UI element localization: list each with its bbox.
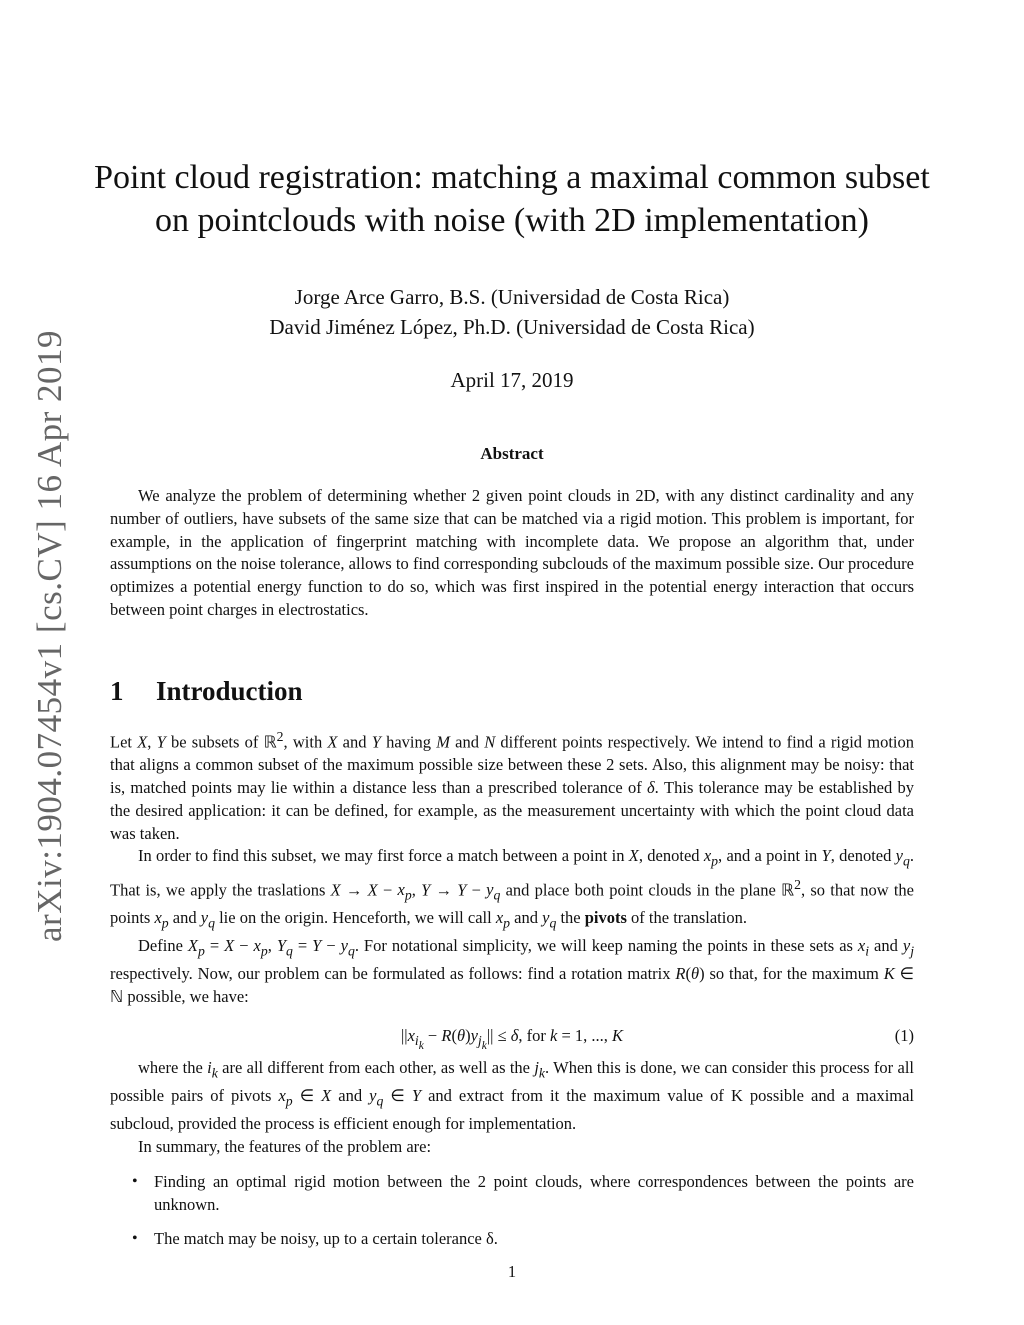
list-item [110,1171,914,1217]
paper-date: April 17, 2019 [450,368,574,392]
author-2: David Jiménez López, Ph.D. (Universidad de Costa Rica) [269,315,755,339]
equation-number: (1) [894,1025,914,1045]
paragraph-3: Define $X_p = X - x_p$, $Y_q = Y - y_q$. For notational simplicity, we will keep naming the points in these sets as $x_i$ and $y_j$ respectively. Now, our problem can be formulated as follows: find a rotation matrix R(θ) so that, for the maximum K ∈ ℕ possible, we have: [110,936,915,1007]
abstract-body [110,485,914,622]
title-line-2: on pointclouds with noise (with 2D implementation) [155,202,869,239]
page-number: 1 [507,1262,517,1281]
paragraph-5: In summary, the features of the problem are: [138,1136,432,1156]
arxiv-identifier[interactable]: arXiv:1904.07454v1 [cs.CV] 16 Apr 2019 [30,329,69,942]
equation-1 [110,1015,914,1053]
author-list [60,282,964,342]
list-item-text: Finding an optimal rigid motion between the 2 point clouds, where correspondences between the points are unknown. [154,1171,914,1214]
paper-title [60,156,964,242]
equation-expression: $||x_{i_k} - R(\theta)y_{j_k}|| \le \delta$, for k = 1, ..., K [400,1025,624,1052]
title-line-1: Point cloud registration: matching a maximal common subset [94,159,930,196]
feature-list [110,1171,914,1251]
abstract-heading: Abstract [480,444,544,463]
list-item [110,1228,914,1251]
paragraph-4: where the $i_k$ are all different from each other, as well as the $j_k$. When this is done, we can consider this process for all possible pairs of pivots $x_p$ ∈ X and $y_q$ ∈ Y and extract from it the maximum value of K possible and a maximal subcloud, provided the process is efficient enough for implementation. [110,1057,915,1134]
introduction-body [110,726,914,1263]
author-1: Jorge Arce Garro, B.S. (Universidad de Costa Rica) [294,285,730,309]
paragraph-1: Let X, Y be subsets of ℝ$^2$, with X and Y having M and N different points respectively. We intend to find a rigid motion that aligns a common subset of the maximum possible size between these 2 sets. Also, this alignment may be noisy: that is, matched points may lie within a distance less than a prescribed tolerance of δ. This tolerance may be established by the desired application: it can be defined, for example, as the measurement uncertainty with which the point cloud data was taken. [110,729,914,843]
bullet-icon: • [132,1230,138,1248]
paragraph-2: In order to find this subset, we may first force a match between a point in X, denoted $x_p$, and a point in Y, denoted $y_q$. That is, we apply the traslations $X \to X - x_p$, $Y \to Y - y_q$ and place both point clouds in the plane ℝ$^2$, so that now the points $x_p$ and $y_q$ lie on the origin. Henceforth, we will call $x_p$ and $y_q$ the pivots of the translation. [110,846,915,931]
section-heading [110,676,303,707]
list-item-text: The match may be noisy, up to a certain tolerance δ. [154,1229,498,1249]
section-title: Introduction [156,676,303,706]
bullet-icon: • [132,1172,138,1190]
section-number: 1 [110,676,124,706]
abstract-text: We analyze the problem of determining whether 2 given point clouds in 2D, with any distinct cardinality and any number of outliers, have subsets of the same size that can be matched via a rigid motion. This problem is important, for example, in the application of fingerprint matching with incomplete data. We propose an algorithm that, under assumptions on the noise tolerance, allows to find corresponding subclouds of the maximum possible size. Our procedure optimizes a potential energy function to do so, which was first inspired in the potential energy interaction that occurs between point charges in electrostatics. [110,486,914,619]
